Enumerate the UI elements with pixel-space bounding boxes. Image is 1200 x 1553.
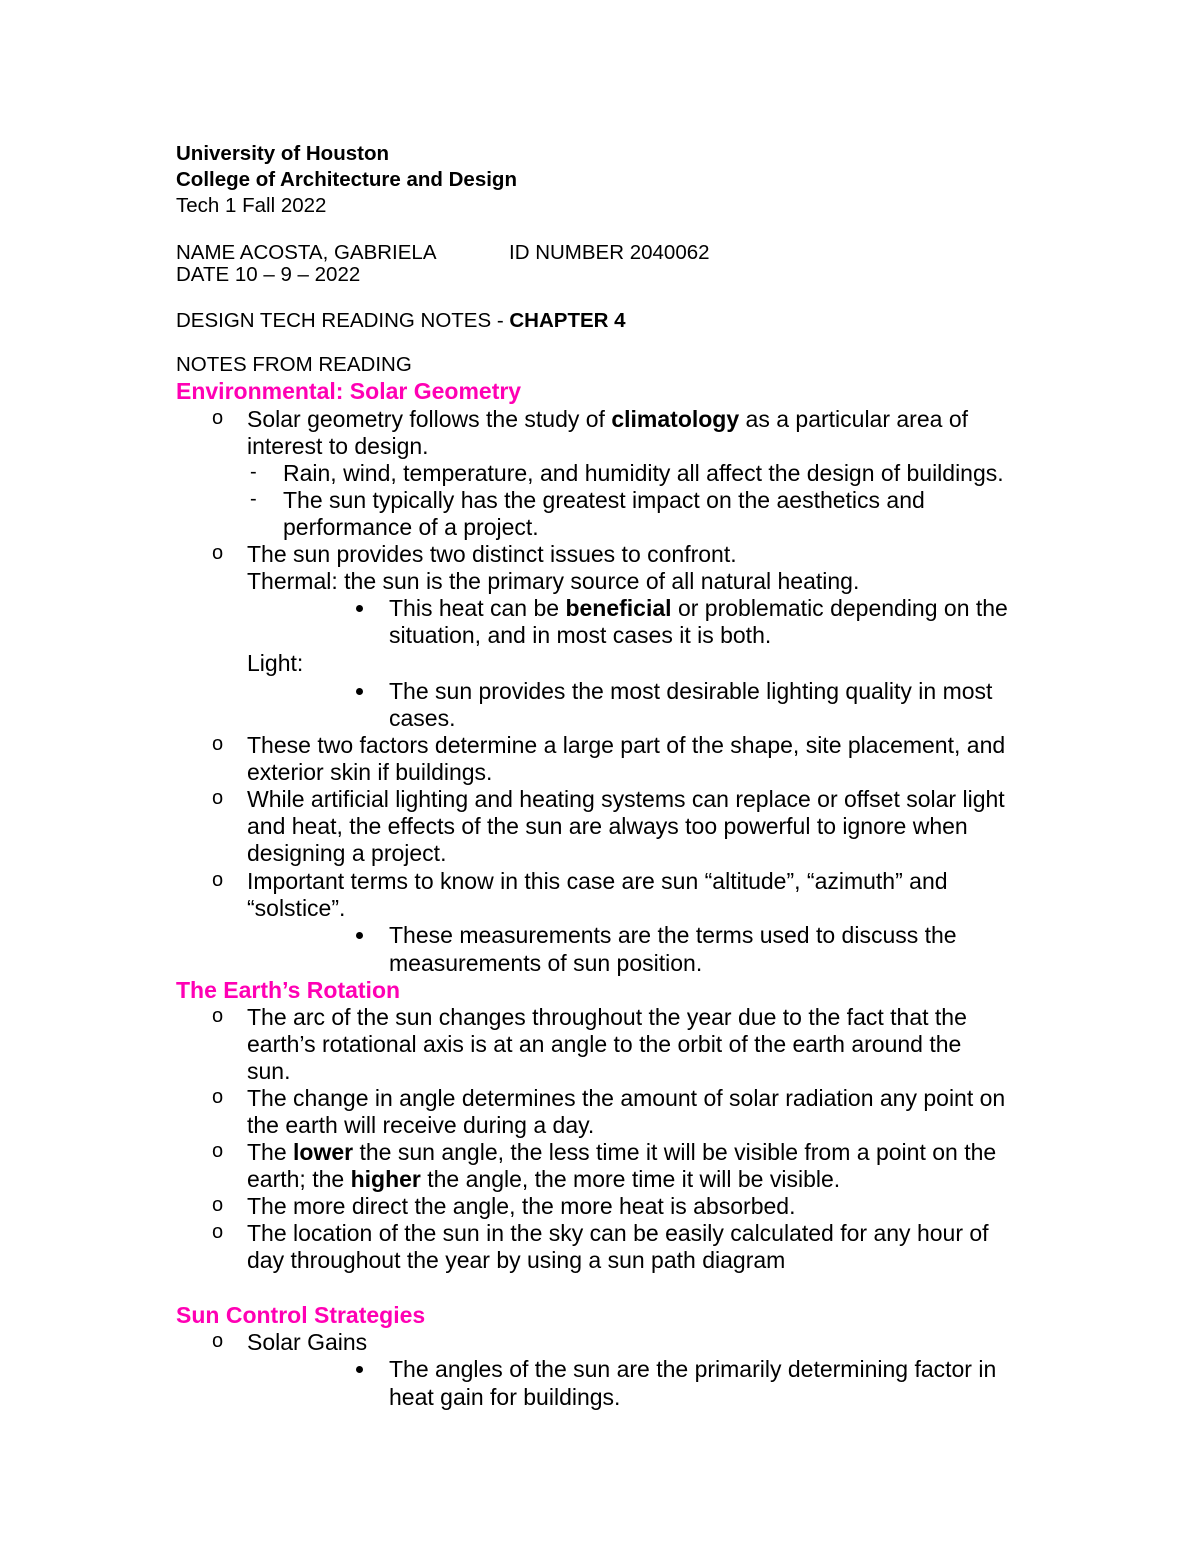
text-run: Solar geometry follows the study of — [247, 406, 612, 432]
text-run: or problematic depending on the — [671, 595, 1008, 621]
note-line: Solar Gains — [247, 1329, 368, 1355]
note-line: the earth will receive during a day. — [247, 1112, 595, 1138]
note-line: The sun provides two distinct issues to confront. — [247, 541, 737, 567]
note-line: Important terms to know in this case are sun “altitude”, “azimuth” and — [247, 868, 948, 894]
bold-term: higher — [350, 1166, 421, 1192]
circle-bullet: o — [212, 542, 224, 564]
circle-bullet: o — [212, 733, 224, 755]
note-line: measurements of sun position. — [389, 950, 703, 976]
circle-bullet: o — [212, 1086, 224, 1108]
reading-title-prefix: DESIGN TECH READING NOTES - — [176, 309, 510, 332]
note-line: The more direct the angle, the more heat is absorbed. — [247, 1193, 796, 1219]
note-line: exterior skin if buildings. — [247, 759, 493, 785]
note-line: performance of a project. — [283, 514, 539, 540]
note-line: earth’s rotational axis is at an angle to the orbit of the earth around the — [247, 1031, 962, 1057]
circle-bullet: o — [212, 1194, 224, 1216]
bold-term: beneficial — [565, 595, 672, 621]
circle-bullet: o — [212, 1221, 224, 1243]
circle-bullet: o — [212, 1330, 224, 1352]
text-run: earth; the — [247, 1166, 351, 1192]
note-line: The sun typically has the greatest impact on the aesthetics and — [283, 487, 925, 513]
section-heading-sun-control-strategies: Sun Control Strategies — [176, 1302, 426, 1328]
reading-title-chapter: CHAPTER 4 — [509, 309, 626, 332]
note-line: sun. — [247, 1058, 291, 1084]
note-line: Thermal: the sun is the primary source of all natural heating. — [247, 568, 860, 594]
notes-label: NOTES FROM READING — [176, 353, 412, 376]
section-heading-earths-rotation: The Earth’s Rotation — [176, 977, 401, 1003]
text-run: the sun angle, the less time it will be visible from a point on the — [353, 1139, 997, 1165]
note-line: day throughout the year by using a sun path diagram — [247, 1247, 786, 1273]
note-line — [389, 597, 1008, 620]
college-name: College of Architecture and Design — [176, 168, 517, 191]
text-run: The — [247, 1139, 294, 1165]
note-line: The sun provides the most desirable lighting quality in most — [389, 678, 993, 704]
solid-bullet-icon — [356, 605, 363, 612]
student-name: NAME ACOSTA, GABRIELA — [176, 241, 437, 264]
student-id: ID NUMBER 2040062 — [509, 241, 710, 264]
note-line: Rain, wind, temperature, and humidity all affect the design of buildings. — [283, 460, 1004, 486]
text-run: as a particular area of — [739, 406, 968, 432]
note-line: Light: — [247, 650, 304, 676]
note-line — [247, 1168, 840, 1191]
note-line: “solstice”. — [247, 895, 346, 921]
note-line: interest to design. — [247, 433, 429, 459]
note-line: The location of the sun in the sky can be easily calculated for any hour of — [247, 1220, 989, 1246]
bold-term: climatology — [611, 406, 740, 432]
course-term: Tech 1 Fall 2022 — [176, 194, 327, 217]
note-line: The angles of the sun are the primarily determining factor in — [389, 1356, 997, 1382]
note-line: The change in angle determines the amount of solar radiation any point on — [247, 1085, 1006, 1111]
dash-bullet: - — [250, 488, 257, 510]
note-line: heat gain for buildings. — [389, 1384, 621, 1410]
circle-bullet: o — [212, 1005, 224, 1027]
note-line: and heat, the effects of the sun are always too powerful to ignore when — [247, 813, 968, 839]
reading-title — [176, 311, 626, 332]
note-line: designing a project. — [247, 840, 447, 866]
circle-bullet: o — [212, 1140, 224, 1162]
date-line: DATE 10 – 9 – 2022 — [176, 263, 361, 286]
circle-bullet: o — [212, 787, 224, 809]
note-line: cases. — [389, 705, 456, 731]
dash-bullet: - — [250, 461, 257, 483]
note-line: While artificial lighting and heating systems can replace or offset solar light — [247, 786, 1005, 812]
solid-bullet-icon — [356, 1366, 363, 1373]
university-name: University of Houston — [176, 142, 389, 165]
note-line: situation, and in most cases it is both. — [389, 622, 772, 648]
solid-bullet-icon — [356, 932, 363, 939]
circle-bullet: o — [212, 407, 224, 429]
note-line: These measurements are the terms used to discuss the — [389, 922, 957, 948]
solid-bullet-icon — [356, 688, 363, 695]
note-line: The arc of the sun changes throughout the year due to the fact that the — [247, 1004, 967, 1030]
text-run: This heat can be — [389, 595, 566, 621]
section-heading-solar-geometry: Environmental: Solar Geometry — [176, 378, 522, 404]
note-line — [247, 1141, 996, 1164]
text-run: the angle, the more time it will be visible. — [420, 1166, 841, 1192]
circle-bullet: o — [212, 869, 224, 891]
note-line — [247, 408, 968, 431]
note-line: These two factors determine a large part of the shape, site placement, and — [247, 732, 1006, 758]
bold-term: lower — [293, 1139, 354, 1165]
